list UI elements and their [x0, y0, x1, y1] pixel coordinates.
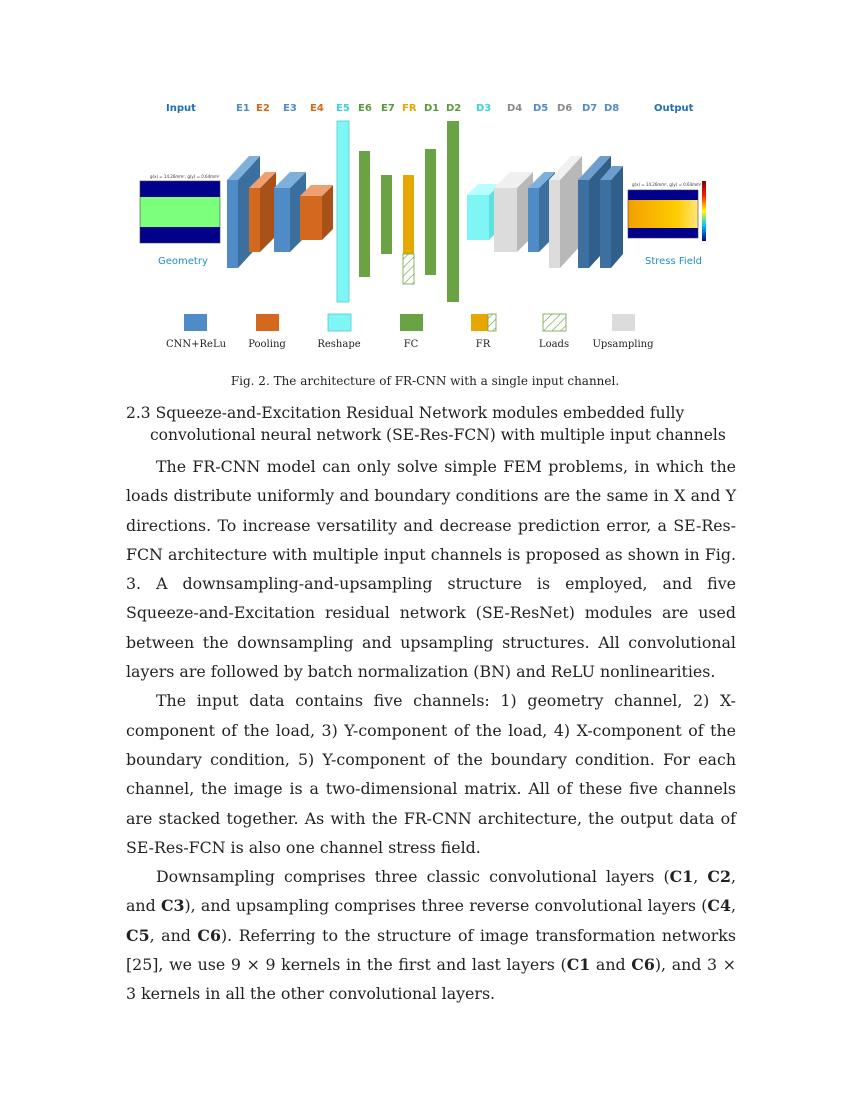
label-d4: D4 [507, 103, 523, 114]
body-text [126, 452, 736, 1009]
label-input: Input [166, 103, 196, 114]
term-c4: C4 [707, 896, 731, 916]
legend-swatch-cnn [184, 314, 207, 331]
term-c1-second: C1 [566, 955, 591, 975]
layer-e6 [359, 151, 370, 277]
legend-label-fc: FC [403, 339, 419, 350]
p3-sep-4: , and [149, 925, 198, 945]
label-d5: D5 [533, 103, 549, 114]
label-output: Output [654, 103, 694, 114]
label-d2: D2 [446, 103, 462, 114]
term-c6: C6 [197, 925, 221, 945]
label-d6: D6 [557, 103, 573, 114]
legend-swatch-fc [400, 314, 423, 331]
section-heading-line2: convolutional neural network (SE-Res-FCN) with multiple input channels [150, 426, 726, 444]
output-plot-title: g(x) = 14.26mm², g(y) = 0.64mm² [632, 182, 702, 187]
paragraph-2: The input data contains five channels: 1) geometry channel, 2) X-component of the load, 3) Y-component of the load, 4) X-component of the boundary condition, 5) Y-component of the boundary condition. For each channel, the image is a two-dimensional matrix. All of these five channels are stacked together. As with the FR-CNN architecture, the output data of SE-Res-FCN is also one channel stress field. [126, 691, 736, 857]
term-c3: C3 [160, 896, 185, 916]
legend-swatch-pooling [256, 314, 279, 331]
p3-text-2: ), and upsampling comprises three reverse convolutional layers ( [184, 896, 708, 916]
legend [166, 314, 654, 350]
input-geometry-plot [140, 174, 220, 243]
paragraph-1: The FR-CNN model can only solve simple FEM problems, in which the loads distribute uniformly and boundary conditions are the same in X and Y directions. To increase versatility and decrease prediction error, a SE-Res-FCN architecture with multiple input channels is proposed as shown in Fig. 3. A downsampling-and-upsampling structure is employed, and five Squeeze-and-Excitation residual network (SE-ResNet) modules are used between the downsampling and upsampling structures. All convolutional layers are followed by batch normalization (BN) and ReLU nonlinearities. [126, 457, 736, 682]
p3-sep-3: , [730, 896, 736, 916]
layer-d2 [447, 121, 459, 302]
colorbar [702, 181, 706, 241]
input-plot-title: g(x) = 14.26mm², g(y) = 0.64mm² [150, 174, 220, 179]
p3-text-4: ), and 3 × 3 kernels in all the other convolutional layers. [126, 955, 736, 1004]
layer-fr [403, 175, 414, 284]
p3-sep-5: and [590, 955, 632, 975]
legend-swatch-loads [543, 314, 566, 331]
legend-label-pooling: Pooling [248, 339, 286, 350]
stress-field-label: Stress Field [645, 256, 702, 267]
label-e5: E5 [336, 103, 350, 114]
output-stress-plot [628, 181, 706, 241]
label-e1: E1 [236, 103, 250, 114]
architecture-figure [0, 0, 850, 360]
geometry-label: Geometry [158, 256, 208, 267]
legend-label-loads: Loads [538, 339, 570, 350]
label-fr: FR [402, 103, 417, 114]
legend-swatch-reshape [328, 314, 351, 331]
term-c6-second: C6 [631, 955, 655, 975]
legend-swatch-fr [471, 314, 496, 331]
term-c5: C5 [126, 925, 150, 945]
legend-label-fr: FR [475, 339, 491, 350]
label-e2: E2 [256, 103, 270, 114]
p3-text-3: ). Referring to the structure of image transformation networks [25], we use 9 × 9 kernels in the first and last layers ( [126, 925, 736, 975]
paragraph-3 [126, 862, 736, 1008]
section-heading-line1: 2.3 Squeeze-and-Excitation Residual Network modules embedded fully [126, 404, 685, 422]
label-e3: E3 [283, 103, 297, 114]
layer-e4 [300, 185, 333, 240]
layer-e2 [249, 172, 276, 252]
p3-sep-1: , [693, 867, 708, 887]
legend-label-cnn: CNN+ReLu [165, 339, 227, 350]
term-c1: C1 [669, 867, 694, 887]
legend-label-upsampling: Upsampling [592, 339, 654, 350]
label-e7: E7 [381, 103, 395, 114]
label-e4: E4 [310, 103, 324, 114]
layer-d8 [600, 166, 623, 268]
label-d3: D3 [476, 103, 492, 114]
layer-d1 [425, 149, 436, 275]
label-d8: D8 [604, 103, 620, 114]
section-heading [126, 402, 736, 446]
legend-label-reshape: Reshape [317, 339, 361, 350]
p3-sep-2: , and [126, 867, 736, 916]
architecture-diagram [0, 0, 850, 360]
label-d7: D7 [582, 103, 598, 114]
label-e6: E6 [358, 103, 372, 114]
layer-d4 [494, 172, 533, 252]
term-c2: C2 [707, 867, 731, 887]
legend-swatch-upsampling [612, 314, 635, 331]
layer-e7 [381, 175, 392, 254]
p3-text-1: Downsampling comprises three classic convolutional layers ( [156, 867, 670, 887]
figure-caption: Fig. 2. The architecture of FR-CNN with a single input channel. [230, 374, 620, 388]
layer-e5 [337, 121, 349, 302]
label-d1: D1 [424, 103, 440, 114]
